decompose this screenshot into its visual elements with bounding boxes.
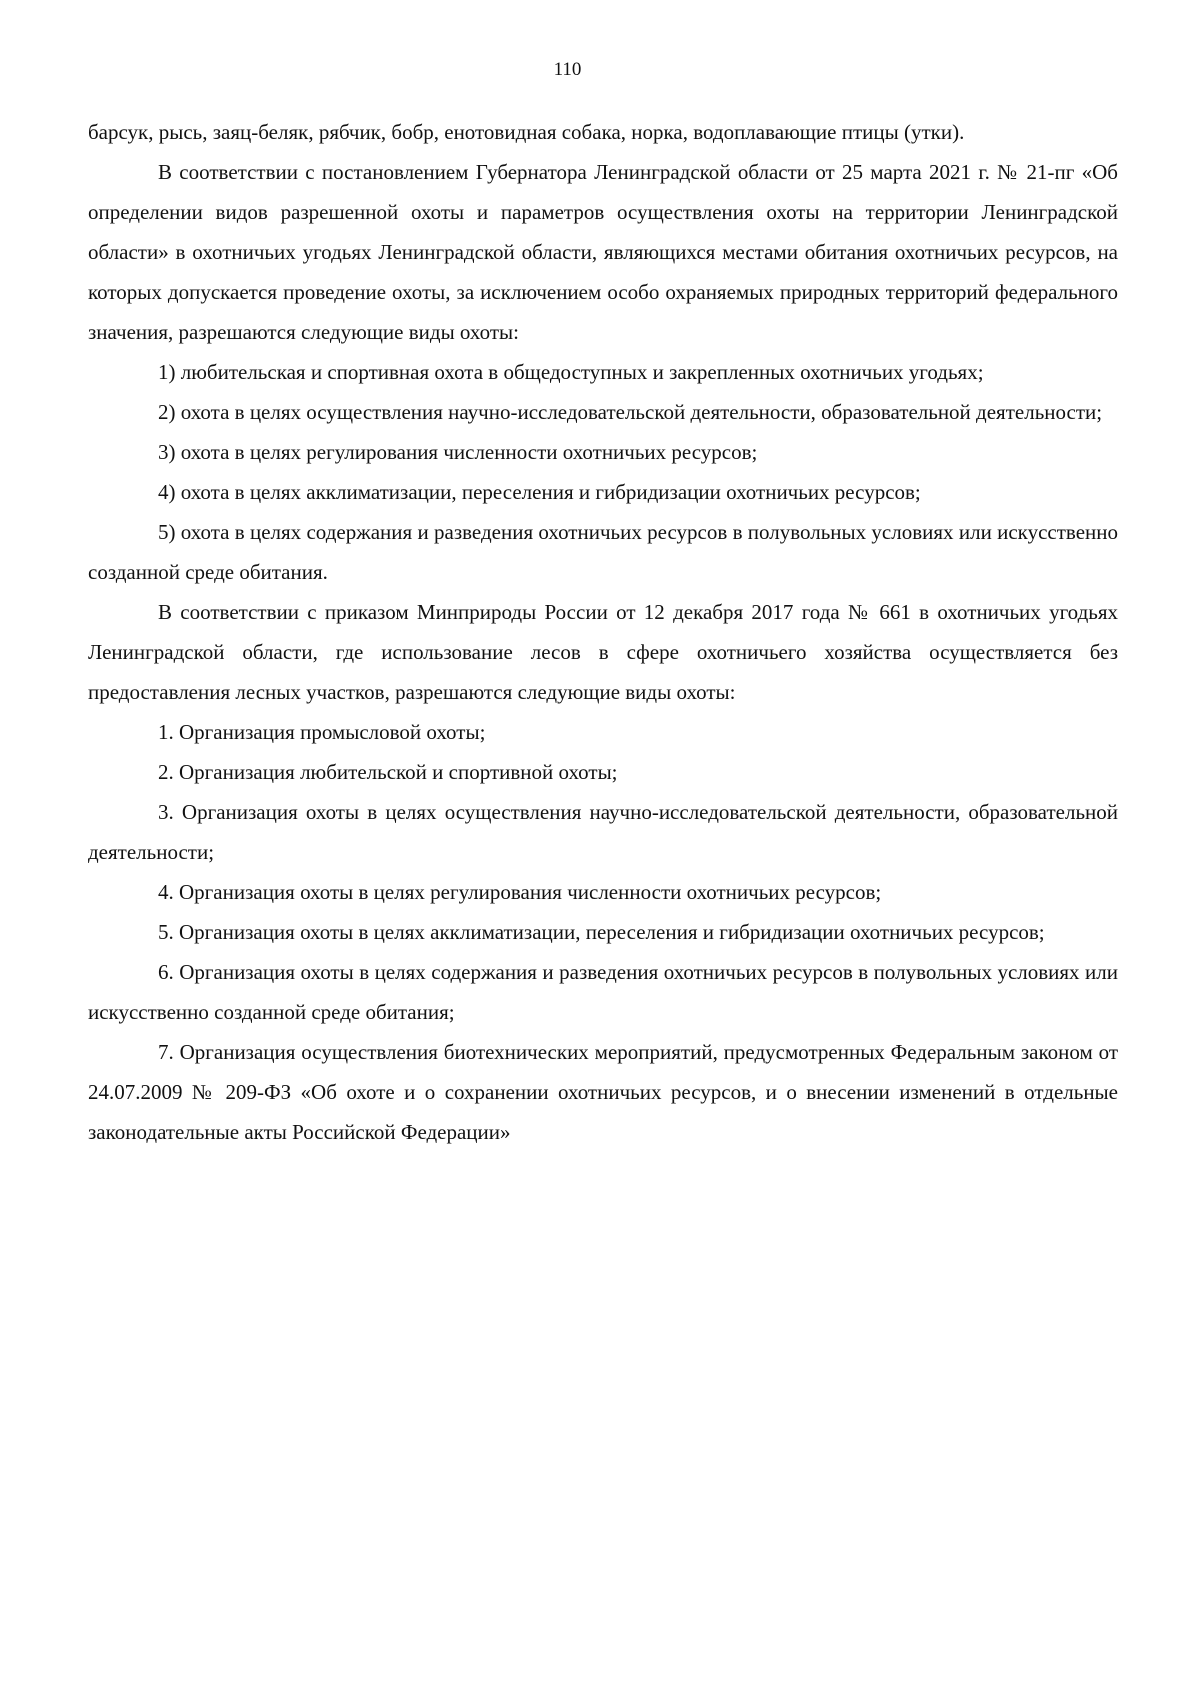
list-item: 2) охота в целях осуществления научно-исследовательской деятельности, образовательной деятельности;: [158, 400, 1103, 424]
document-body: [88, 112, 1118, 1152]
paragraph-ministry-order: В соответствии с приказом Минприроды России от 12 декабря 2017 года № 661 в охотничьих угодьях Ленинградской области, где использование лесов в сфере охотничьего хозяйства осуществляется без предоставления лесных участков, разрешаются следующие виды охоты:: [88, 600, 1118, 704]
list-item: 1) любительская и спортивная охота в общедоступных и закрепленных охотничьих угодьях;: [158, 360, 984, 384]
list-item: 1. Организация промысловой охоты;: [158, 720, 486, 744]
list-item: 3. Организация охоты в целях осуществления научно-исследовательской деятельности, образовательной деятельности;: [88, 800, 1118, 864]
paragraph-governor-decree: В соответствии с постановлением Губернатора Ленинградской области от 25 марта 2021 г. № 21-пг «Об определении видов разрешенной охоты и параметров осуществления охоты на территории Ленинградской области» в охотничьих угодьях Ленинградской области, являющихся местами обитания охотничьих ресурсов, на которых допускается проведение охоты, за исключением особо охраняемых природных территорий федерального значения, разрешаются следующие виды охоты:: [88, 160, 1118, 344]
list-item: 6. Организация охоты в целях содержания и разведения охотничьих ресурсов в полувольных условиях или искусственно созданной среде обитания;: [88, 960, 1118, 1024]
list-item: 4) охота в целях акклиматизации, переселения и гибридизации охотничьих ресурсов;: [158, 480, 921, 504]
page-number: 110: [553, 59, 582, 80]
list-item: 4. Организация охоты в целях регулирования численности охотничьих ресурсов;: [158, 880, 882, 904]
list-item: 7. Организация осуществления биотехнических мероприятий, предусмотренных Федеральным законом от 24.07.2009 № 209-ФЗ «Об охоте и о сохранении охотничьих ресурсов, и о внесении изменений в отдельные законодательные акты Российской Федерации»: [88, 1040, 1118, 1144]
list-item: 3) охота в целях регулирования численности охотничьих ресурсов;: [158, 440, 758, 464]
list-item: 5. Организация охоты в целях акклиматизации, переселения и гибридизации охотничьих ресурсов;: [158, 920, 1045, 944]
list-item: 2. Организация любительской и спортивной охоты;: [158, 760, 618, 784]
paragraph-continuation: барсук, рысь, заяц-беляк, рябчик, бобр, енотовидная собака, норка, водоплавающие птицы (утки).: [88, 120, 965, 144]
list-item: 5) охота в целях содержания и разведения охотничьих ресурсов в полувольных условиях или искусственно созданной среде обитания.: [88, 520, 1118, 584]
